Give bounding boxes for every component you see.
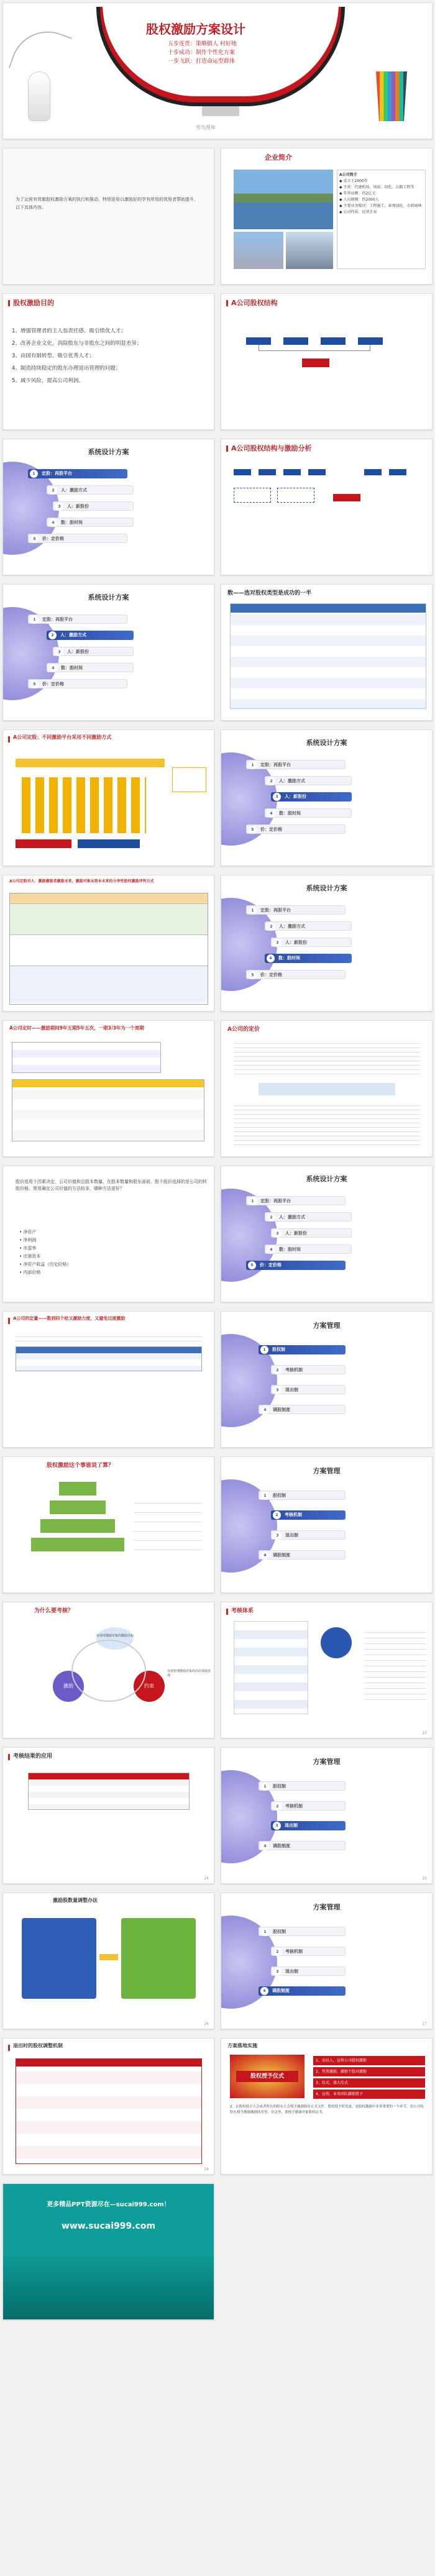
- profile-line: ◆ 公司性质：民营企业: [339, 210, 377, 214]
- nav-pill[interactable]: 4 数：股时间: [265, 808, 352, 818]
- slide-title: 考核体系: [231, 1608, 254, 1614]
- people-table-row: [10, 934, 208, 966]
- profile-line: ◆ 人员规模：约2000人: [339, 198, 379, 202]
- nav-pill[interactable]: 1 股权制: [259, 1927, 346, 1936]
- nav-label: 股权制: [272, 1347, 285, 1352]
- assessment-tree: [234, 1621, 308, 1714]
- nav-pill[interactable]: 5 价：定价格: [246, 970, 346, 979]
- page-number: 23: [422, 1731, 427, 1735]
- profile-list: [337, 170, 426, 269]
- nav-label: 考核机制: [285, 1804, 303, 1809]
- nav-pill[interactable]: 3 退出制: [271, 1966, 346, 1976]
- slide-title: A公司股权结构: [231, 299, 278, 307]
- node-top: 实现对激励对象的激励目标: [96, 1627, 134, 1650]
- people-table: [9, 893, 208, 1005]
- pyramid-level: [50, 1500, 106, 1514]
- timing-table-2-header: [12, 1080, 204, 1087]
- purpose-list: [12, 325, 208, 387]
- slide-title: 股权激励目的: [13, 299, 54, 307]
- platform-side-box: [172, 767, 206, 792]
- timing-table-1: [12, 1042, 161, 1073]
- nav-label: 价：定价格: [42, 536, 64, 541]
- node-box: [277, 488, 314, 503]
- timing-table-2: [12, 1079, 204, 1141]
- slide-scheme-management-1[interactable]: [221, 1311, 433, 1448]
- step-item: 3、仪式，盛大仪式: [313, 2078, 425, 2088]
- cycle-arrow: [71, 1640, 146, 1702]
- nav-label: 考核机制: [285, 1949, 303, 1954]
- shareholder-box: [246, 337, 271, 345]
- nav-pill[interactable]: 3 退出制: [271, 1530, 346, 1540]
- nav-label: 人：新股份: [285, 794, 306, 799]
- slide-share-adjustment[interactable]: [2, 1893, 214, 2029]
- nav-pill[interactable]: 4 数：股时间: [47, 663, 134, 672]
- slide-assessment-system[interactable]: [221, 1602, 433, 1738]
- valuation-item: • 注册资本: [19, 1254, 41, 1259]
- nav-pill[interactable]: 5 价：定价格: [246, 1261, 346, 1270]
- slide-title: 为什么要考核？: [34, 1608, 74, 1614]
- decision-side-notes: [134, 1494, 202, 1556]
- nav-label: 价：定价格: [42, 682, 64, 687]
- nav-pill[interactable]: 5 价：定价格: [28, 679, 127, 688]
- slide-valuation-methods[interactable]: [2, 1166, 214, 1302]
- slide-system-design-5[interactable]: [221, 1166, 433, 1302]
- profile-line: ◆ 年营业额：约2亿元: [339, 191, 376, 196]
- nav-label: 人：激励方式: [279, 779, 305, 783]
- slide-title: 方案管理: [313, 1467, 341, 1475]
- nav-label: 人：新股份: [285, 940, 307, 945]
- slide-title: A公司定股：不同激励平台采用不同激励方式: [13, 734, 112, 740]
- nav-pill[interactable]: 2 考核机制: [271, 1801, 346, 1811]
- platform-diagram: [16, 752, 165, 858]
- nav-pill[interactable]: 4 调股制度: [259, 1550, 346, 1560]
- nav-pill[interactable]: 2 人：激励方式: [265, 776, 352, 785]
- purpose-item: 2、改善企业文化，消除股东与非股东之间的明显差异；: [12, 340, 142, 347]
- nav-pill[interactable]: 4 调股制度: [259, 1841, 346, 1850]
- pricing-text-block-2: [234, 1102, 420, 1145]
- slide-title: 方案管理: [313, 1322, 341, 1330]
- nav-label: 定股：再股平台: [260, 908, 291, 913]
- page-number: 24: [204, 1876, 209, 1881]
- structure-line: [259, 345, 370, 351]
- equity-type-table: [230, 603, 426, 709]
- nav-pill[interactable]: 4 数：股时间: [47, 518, 134, 527]
- slide-intro-text[interactable]: [2, 148, 214, 285]
- nav-label: 人：新股份: [285, 1231, 307, 1236]
- ceremony-badge: 股权授予仪式: [236, 2071, 298, 2082]
- steps-list: [313, 2056, 425, 2099]
- nav-label: 人：新股份: [67, 649, 89, 654]
- valuation-item: • 内部价格: [19, 1270, 41, 1275]
- analysis-chart: [234, 469, 420, 506]
- structure-chart: [246, 337, 408, 381]
- node-box: [283, 469, 301, 475]
- slide-assessment-results[interactable]: [2, 1747, 214, 1884]
- nav-label: 股权制: [273, 1929, 286, 1934]
- page-number: 27: [422, 2022, 427, 2026]
- nav-label: 调股制度: [273, 1553, 290, 1558]
- nav-pill[interactable]: 2 考核机制: [271, 1365, 346, 1374]
- step-item: 1、动员人，宣传公司股权激励: [313, 2056, 425, 2065]
- pyramid-level: [40, 1519, 115, 1533]
- decision-pyramid: [28, 1482, 127, 1581]
- pencil-cup-image: [376, 71, 407, 121]
- slide-cover[interactable]: [2, 2, 433, 139]
- nav-pill[interactable]: 1 定股：再股平台: [246, 905, 346, 915]
- nav-pill[interactable]: 5 价：定价格: [28, 534, 127, 543]
- nav-pill[interactable]: 3 人：新股份: [53, 647, 134, 656]
- implementation-footnote: 2、在股权授予大会或者所在的股东大会授予激励股份正式文件，股权授予时发放，是股权激励中非常重要的一个环节，用公司的股东授予激励激励的荣誉，在这里，要授予感谢对象股权证书。: [230, 2105, 424, 2114]
- quantity-table-header: [16, 1347, 201, 1353]
- nav-label: 退出制: [285, 1387, 298, 1392]
- nav-label: 股权制: [273, 1493, 286, 1498]
- slide-title: A公司定时——激励期间9年五期5年五次，一期3/3年为一个周期: [9, 1025, 144, 1031]
- nav-pill[interactable]: 3 人：新股份: [53, 501, 134, 511]
- nav-label: 调股制度: [273, 1843, 290, 1848]
- slide-implementation[interactable]: [221, 2038, 433, 2175]
- assessment-circle: [321, 1627, 352, 1658]
- adjust-arrow: [99, 1954, 118, 1960]
- nav-label: 人：激励方式: [279, 924, 305, 929]
- assessment-notes: [364, 1627, 426, 1702]
- building-photo: [234, 170, 333, 229]
- slide-who-decides[interactable]: [2, 1456, 214, 1593]
- nav-label: 股权制: [273, 1784, 286, 1789]
- nav-pill[interactable]: 1 定股：再股平台: [28, 614, 127, 624]
- nav-label: 人：激励方式: [61, 488, 87, 493]
- slide-scheme-management-4[interactable]: [221, 1893, 433, 2029]
- nav-pill[interactable]: 3 人：新股份: [271, 938, 352, 947]
- slide-quantity[interactable]: [2, 1311, 214, 1448]
- nav-label: 退出制: [285, 1969, 298, 1974]
- slide-system-design-1[interactable]: [2, 439, 214, 575]
- node-box: [364, 469, 382, 475]
- nav-label: 价：定价格: [260, 972, 282, 977]
- building-photo-2: [234, 232, 283, 269]
- promo-banner-text: 更多精品PPT资源尽在—sucai999.com！: [47, 2201, 170, 2208]
- adjust-box-left: [22, 1918, 96, 1999]
- slide-structure-analysis[interactable]: [221, 439, 433, 575]
- valuation-item: • 市盈率: [19, 1246, 37, 1251]
- slide-equity-structure[interactable]: [221, 293, 433, 430]
- slide-exit-adjustment[interactable]: [2, 2038, 214, 2175]
- purpose-item: 5、减少风险，提高公司利润。: [12, 378, 84, 384]
- profile-line: ◆ 主营：代建机场、场站、绿化、公路工程等: [339, 185, 414, 190]
- cover-line-2: 十步成功：制作个性化方案: [168, 50, 236, 56]
- slide-system-design-4[interactable]: [221, 875, 433, 1012]
- node-box: [308, 469, 326, 475]
- slide-title: 系统设计方案: [306, 739, 347, 747]
- people-table-row: [10, 966, 208, 1003]
- page-number: 28: [204, 2167, 209, 2172]
- node-box: [389, 469, 406, 475]
- nav-label: 人：新股份: [67, 504, 89, 509]
- nav-label: 人：激励方式: [60, 633, 86, 637]
- nav-pill[interactable]: 3 人：新股份: [271, 1228, 352, 1238]
- exit-table: [16, 2058, 202, 2164]
- shareholder-box: [321, 337, 346, 345]
- nav-label: 数：股时间: [61, 520, 83, 525]
- nav-pill[interactable]: 1 定股：再股平台: [28, 469, 127, 478]
- slide-title: 系统设计方案: [306, 1175, 347, 1183]
- slide-title: A公司的定量——数到同个给又激励力度，又避免过度激励: [13, 1316, 126, 1321]
- slide-title: 股权激励这个事谁说了算？: [47, 1463, 114, 1469]
- slide-platform-methods[interactable]: [2, 729, 214, 866]
- slide-people-mapping[interactable]: [2, 875, 214, 1012]
- slide-promo-banner[interactable]: [2, 2183, 214, 2320]
- branch-image: [9, 21, 73, 85]
- slide-why-assess[interactable]: [2, 1602, 214, 1738]
- nav-pill[interactable]: 1 定股：再股平台: [246, 760, 346, 769]
- nav-label: 数：股时间: [279, 811, 301, 816]
- nav-label: 定股：再股平台: [260, 1199, 291, 1204]
- slide-title: A公司定股对人：激励激励者激励未来，激励对象从资本未来的分享性股权激励评判方式: [9, 879, 154, 884]
- cover-line-3: 一步飞跃：打造命运型群体: [168, 58, 236, 65]
- slide-scheme-management-3[interactable]: [221, 1747, 433, 1884]
- slide-scheme-management-2[interactable]: [221, 1456, 433, 1593]
- shareholder-box: [358, 337, 383, 345]
- step-item: 4、宣传，业务团队激励授予: [313, 2090, 425, 2099]
- platform-bottom: [78, 839, 140, 848]
- nav-pill[interactable]: 3 人：新股份: [271, 792, 352, 802]
- nav-label: 考核机制: [285, 1368, 303, 1372]
- slide-title: A公司股权结构与激励分析: [231, 444, 312, 452]
- node-box: [259, 469, 276, 475]
- exit-table-header: [16, 2059, 201, 2067]
- company-box: [302, 359, 329, 367]
- slide-title: 系统设计方案: [306, 884, 347, 892]
- valuation-item: • 净利润: [19, 1238, 37, 1243]
- company-box: [333, 494, 360, 501]
- nav-pill[interactable]: 2 人：激励方式: [265, 1212, 352, 1222]
- nav-pill[interactable]: 4 数：股时间: [265, 1245, 352, 1254]
- slide-title: A公司的定价: [227, 1026, 260, 1033]
- slide-title: 企业简介: [265, 153, 292, 162]
- nav-label: 价：定价格: [260, 1263, 282, 1267]
- quantity-text-block: [16, 1333, 202, 1343]
- profile-line: A公司简介: [339, 173, 357, 177]
- purpose-item: 1、增强管理者的主人翁责任感、吸引绩优人才；: [12, 328, 126, 334]
- slide-system-design-3[interactable]: [221, 729, 433, 866]
- slide-title: 数——选对股权类型是成功的一半: [227, 590, 312, 596]
- nav-pill[interactable]: 4 调股制度: [259, 1986, 346, 1996]
- nav-pill[interactable]: 4 调股制度: [259, 1405, 346, 1414]
- nav-pill[interactable]: 1 股权制: [259, 1345, 346, 1354]
- nav-pill[interactable]: 5 价：定价格: [246, 824, 346, 834]
- nav-pill[interactable]: 3 退出制: [271, 1385, 346, 1394]
- nav-pill[interactable]: 4 数：股时间: [265, 954, 352, 963]
- cover-line-1: 五步连贯：策略做人 村好地: [168, 41, 237, 47]
- slide-title: 退出时的股权调整机制: [13, 2043, 63, 2048]
- slide-title: 考核结果的应用: [13, 1753, 53, 1760]
- page-number: 25: [422, 1876, 427, 1881]
- slide-equity-types[interactable]: [221, 584, 433, 721]
- pyramid-level: [59, 1482, 96, 1496]
- node-note: 有效管理激励对象的岗位绩效表现: [167, 1669, 211, 1678]
- pricing-highlight: [259, 1083, 395, 1095]
- nav-label: 价：定价格: [260, 827, 282, 832]
- slide-title: 系统设计方案: [88, 448, 129, 456]
- purpose-item: 3、由国有制转型，吸引优秀人才；: [12, 353, 94, 359]
- people-table-row: [10, 903, 208, 934]
- building-photo-3: [286, 232, 333, 269]
- slide-title: 方案管理: [313, 1758, 341, 1766]
- platform-bar: [16, 759, 165, 767]
- people-table-header: [10, 893, 208, 903]
- slide-system-design-2[interactable]: [2, 584, 214, 721]
- valuation-item: • 净资产收益（历史价格）: [19, 1262, 71, 1267]
- nav-pill[interactable]: 2 考核机制: [271, 1947, 346, 1956]
- slide-company-profile[interactable]: [221, 148, 433, 285]
- nav-label: 退出制: [285, 1533, 298, 1538]
- table-header: [231, 604, 426, 613]
- node-constraint: 约束: [134, 1671, 165, 1702]
- nav-label: 数：股时间: [61, 665, 83, 670]
- nav-label: 考核机制: [285, 1512, 302, 1517]
- adjust-box-right: [121, 1918, 196, 1999]
- node-box: [234, 488, 271, 503]
- page-number: 26: [204, 2022, 209, 2026]
- nav-pill[interactable]: 2 人：激励方式: [265, 921, 352, 931]
- nav-label: 定股：再股平台: [42, 471, 72, 476]
- cover-footer: 雪鸟图库: [196, 125, 216, 130]
- purpose-item: 4、制造持续稳定的股东办理退出管理的问题；: [12, 365, 121, 372]
- nav-label: 调股制度: [272, 1988, 290, 1993]
- promo-wave: [3, 2252, 214, 2320]
- profile-line: ◆ 成立于2000年: [339, 179, 368, 183]
- results-table: [28, 1773, 190, 1810]
- nav-pill[interactable]: 3 退出制: [271, 1821, 346, 1830]
- nav-pill[interactable]: 1 定股：再股平台: [246, 1196, 346, 1205]
- monitor-stand: [202, 106, 239, 116]
- nav-label: 调股制度: [273, 1407, 290, 1412]
- platform-columns: [22, 777, 146, 833]
- nav-label: 数：股时间: [279, 1247, 301, 1252]
- slide-title: 系统设计方案: [88, 593, 129, 601]
- slide-title: 激励股数量调整办法: [53, 1898, 98, 1903]
- shareholder-box: [283, 337, 308, 345]
- node-incentive: 激励: [53, 1671, 84, 1702]
- valuation-list: [19, 1228, 208, 1277]
- nav-label: 退出制: [285, 1823, 298, 1828]
- valuation-intro: 股价选用个因素决定，公司价值和总股本数量，在股本数量和股东面前，股个股价选择的是公司的转股价格。常用确定公司价值的方法较多，哪种方法更好？: [16, 1179, 207, 1191]
- profile-line: ◆ 主要业务板块：工程施工、景观绿化、市政园林: [339, 204, 422, 208]
- slide-purpose[interactable]: [2, 293, 214, 430]
- intro-paragraph: 为了运营有效做股权激励方案的执行和推动，特别是用以激励好的学有所用的效用者帮助提升，以下具体内容。: [16, 197, 198, 210]
- nav-pill[interactable]: 2 考核机制: [271, 1510, 346, 1520]
- slide-timing[interactable]: [2, 1020, 214, 1157]
- platform-bottom: [16, 839, 71, 848]
- nav-pill[interactable]: 1 股权制: [259, 1491, 346, 1500]
- step-item: 2、签署激励，激励个股对激励: [313, 2067, 425, 2076]
- valuation-item: • 净资产: [19, 1230, 37, 1235]
- slide-title: 方案落地实施: [227, 2043, 257, 2048]
- nav-pill[interactable]: 2 人：激励方式: [47, 485, 134, 495]
- nav-pill[interactable]: 2 人：激励方式: [47, 631, 134, 640]
- promo-url[interactable]: www.sucai999.com: [61, 2221, 156, 2231]
- nav-pill[interactable]: 1 股权制: [259, 1781, 346, 1791]
- nav-label: 人：激励方式: [279, 1215, 305, 1220]
- nav-label: 数：股时间: [278, 956, 300, 961]
- pricing-text-block: [234, 1039, 420, 1077]
- slide-title: 方案管理: [313, 1903, 341, 1911]
- results-table-header: [29, 1773, 189, 1779]
- pyramid-level: [31, 1538, 124, 1551]
- slide-pricing[interactable]: [221, 1020, 433, 1157]
- node-box: [234, 469, 251, 475]
- nav-label: 定股：再股平台: [42, 617, 73, 622]
- cover-title: 股权激励方案设计: [146, 22, 245, 37]
- quantity-table: [16, 1346, 202, 1371]
- nav-label: 定股：再股平台: [260, 762, 291, 767]
